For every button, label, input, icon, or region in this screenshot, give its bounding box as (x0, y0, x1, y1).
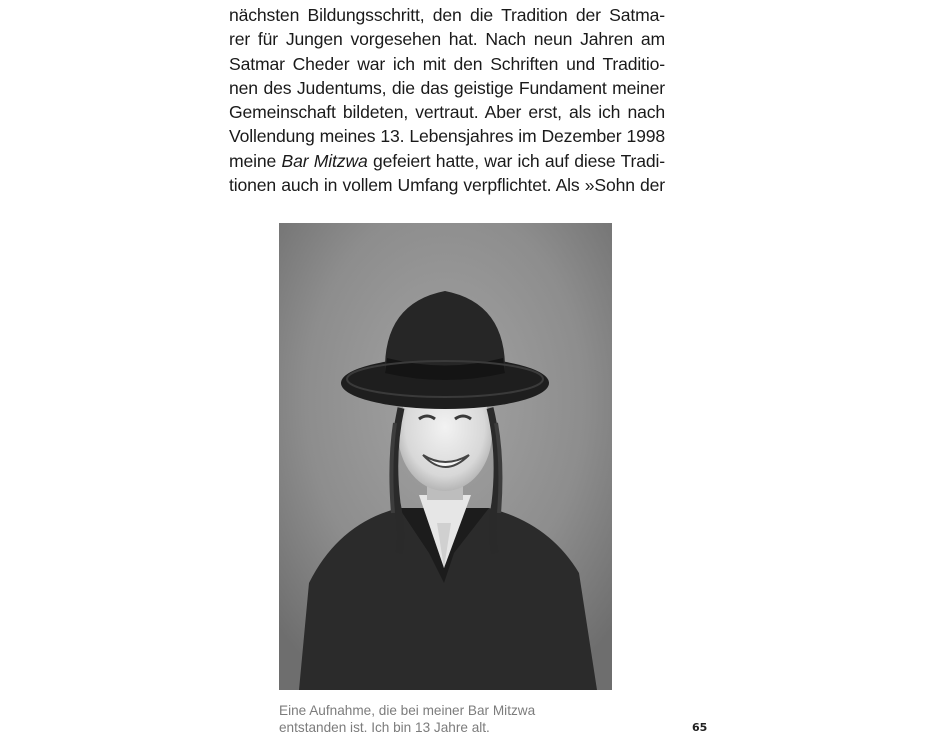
text-line: tionen auch in vollem Umfang verpflichtet. Als »Sohn der (229, 175, 665, 196)
body-paragraph (229, 3, 665, 197)
caption-line: entstanden ist. Ich bin 13 Jahre alt. (279, 719, 490, 735)
page-number: 65 (692, 721, 708, 734)
text-line-with-italic (229, 149, 665, 173)
portrait-illustration (279, 223, 612, 690)
text-line: nächsten Bildungsschritt, den die Tradition der Satma- (229, 5, 665, 25)
figure-caption (279, 703, 579, 736)
portrait-photo (279, 223, 612, 690)
italic-term: Bar Mitzwa (281, 150, 368, 171)
text-line: Vollendung meines 13. Lebensjahres im Dezember 1998 (229, 126, 665, 147)
text-line: Satmar Cheder war ich mit den Schriften und Traditio- (229, 53, 665, 74)
text-line: rer für Jungen vorgesehen hat. Nach neun Jahren am (229, 29, 665, 50)
text-line: nen des Judentums, die das geistige Fundament meiner (229, 77, 665, 98)
text-segment: meine (229, 150, 282, 171)
caption-line: Eine Aufnahme, die bei meiner Bar Mitzwa (279, 703, 536, 718)
text-segment: gefeiert hatte, war ich auf diese Tradi- (367, 150, 665, 171)
text-line: Gemeinschaft bildeten, vertraut. Aber erst, als ich nach (229, 102, 665, 123)
